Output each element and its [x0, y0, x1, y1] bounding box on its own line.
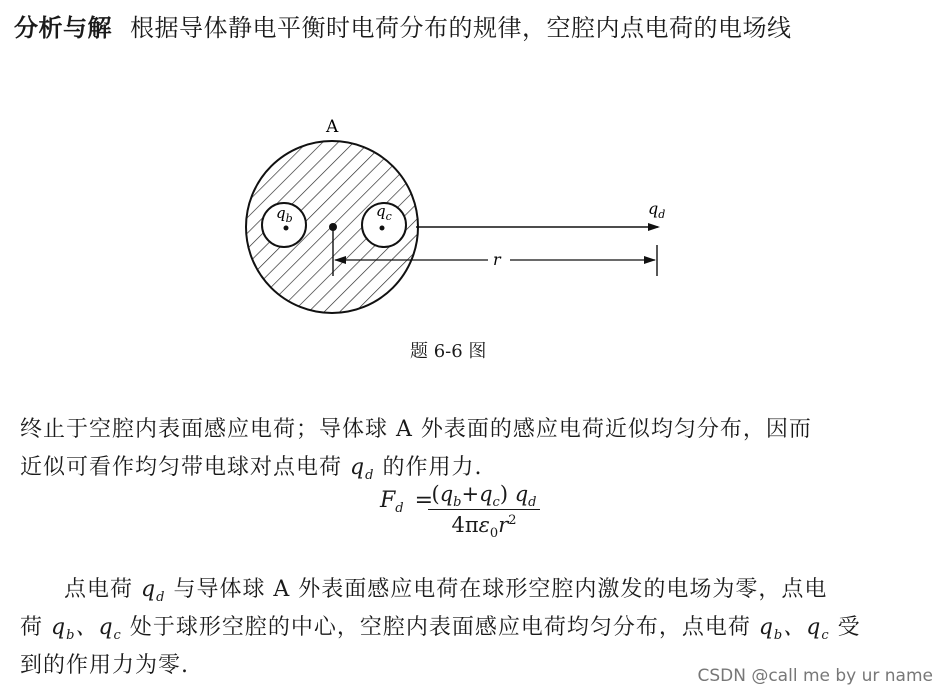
para2-line1-post: 与导体球 A 外表面感应电荷在球形空腔内激发的电场为零，点电	[173, 577, 828, 602]
point-charge-b	[284, 226, 289, 231]
para2-line2-mid: 处于球形空腔的中心，空腔内表面感应电荷均匀分布，点电荷	[129, 615, 751, 640]
formula-numerator: $(q_b+q_c)$ $q_d$	[428, 482, 540, 510]
formula-fraction	[428, 482, 540, 541]
force-formula: $F_d$ = $\frac{(q_b+q_c) q_d}{4\pi\varepsilon_0r^2}$	[380, 488, 429, 513]
para2-line2	[20, 610, 861, 641]
para2-line2-post: 受	[837, 615, 861, 640]
analysis-label: 分析与解	[14, 14, 112, 42]
inline-qd: $q_d$	[350, 455, 375, 483]
figure-caption: 题 6-6 图	[410, 341, 487, 362]
label-r: r	[493, 250, 501, 269]
para1-line1: 终止于空腔内表面感应电荷；导体球 A 外表面的感应电荷近似均匀分布，因而	[20, 417, 812, 442]
point-charge-c	[380, 226, 385, 231]
label-qb: $q_b$	[276, 204, 293, 225]
arrow-head	[648, 223, 660, 231]
para1-line2	[20, 450, 482, 481]
inline-qd-2: $q_d$	[141, 577, 166, 605]
label-qc: $q_c$	[376, 202, 392, 223]
label-qd: $q_d$	[648, 199, 666, 221]
inline-qb-qc: $q_b$、$q_c$	[51, 615, 122, 643]
para1-line2-pre: 近似可看作均匀带电球对点电荷	[20, 455, 343, 480]
formula-denominator: $4\pi\varepsilon_0r^2$	[451, 513, 517, 541]
r-arrow-right	[644, 256, 656, 264]
formula-lhs: $F_d$	[380, 488, 404, 516]
heading-text: 根据导体静电平衡时电荷分布的规律，空腔内点电荷的电场线	[130, 14, 792, 42]
section-heading	[14, 8, 792, 43]
para2-line1	[64, 572, 827, 603]
inline-qb-qc-2: $q_b$、$q_c$	[758, 615, 830, 643]
para2-line3: 到的作用力为零.	[20, 653, 189, 678]
csdn-watermark: CSDN @call me by ur name	[697, 666, 933, 686]
para2-line1-pre: 点电荷	[64, 577, 134, 602]
figure-6-6	[230, 110, 680, 340]
para1-line2-post: 的作用力.	[382, 455, 483, 480]
para2-line2-pre: 荷	[20, 615, 44, 640]
sphere-label: A	[326, 117, 339, 137]
